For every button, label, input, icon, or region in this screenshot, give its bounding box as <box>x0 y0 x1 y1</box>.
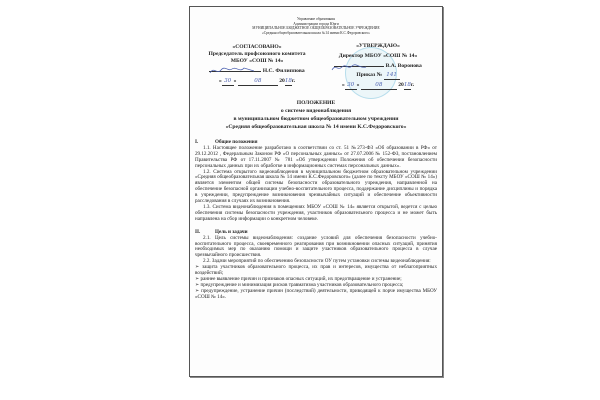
agreed-month: 08 <box>238 78 278 86</box>
approved-position: Директор МБОУ «СОШ № 14» <box>338 53 418 59</box>
section-title: Цель и задачи <box>215 228 248 235</box>
agreed-heading: «СОГЛАСОВАНО» <box>232 44 282 50</box>
bullet-text: предупреждение, устранение причин (последствий) деятельности, приводящей к порче имущества МБОУ «СОШ № 14». <box>195 287 437 300</box>
approved-year-prefix: 20 <box>398 82 404 88</box>
paragraph: 1.3. Система видеонаблюдения в помещениях МБОУ «СОШ № 14» является открытой, ведется с целью обеспечения системы безопасности учреждения, участников образовательного процесса и не может быть направлена на сбор информации о конкретном человеке. <box>195 203 437 222</box>
paragraph: 1.2. Система открытого видеонаблюдения в муниципальном бюджетном образовательном учреждении «Средняя общеобразовательная школа № 14 имени К.С.Федоровского» (далее по тексту МБОУ «СОШ № 14») является элементом общей системы безопасности образовательного учреждения, направленной на обеспечение безопасной организации учебно-воспитательного процесса, поддержание дисциплины и порядка в учреждении, предупреждение возникновения чрезвычайных ситуаций и обеспечение объективности расследования в случаях их возникновения. <box>195 168 437 205</box>
title-main: ПОЛОЖЕНИЕ <box>296 100 336 106</box>
approved-date: « 30 » 08 2018г. <box>341 82 415 88</box>
title-sub: о системе видеонаблюдения <box>280 108 352 114</box>
bullet-text: раннее выявление причин и признаков опасных ситуаций, их предотвращение и устранение; <box>200 275 402 282</box>
bullet-text: предупреждение и минимизация рисков травматизма участников образовательного процесса; <box>200 281 404 288</box>
approved-order <box>318 72 438 80</box>
approved-month: 08 <box>361 82 397 90</box>
title-sub: «Средняя общеобразовательная школа № 14 имени К.С.Федоровского» <box>225 124 407 130</box>
agreed-year: 18 <box>284 78 292 84</box>
order-label: Приказ № <box>356 72 383 78</box>
section-number: I. <box>195 139 199 145</box>
paragraph: 2.2. Задачи мероприятий по обеспечению безопасности ОУ путем установки системы видеонаблюдения: <box>203 258 431 265</box>
agreed-block <box>198 44 316 86</box>
bullet-item: ➢ защита участников образовательного процесса, их прав и интересов, имущества от неблагоприятных воздействий; <box>195 264 437 277</box>
document-title <box>190 99 442 131</box>
signature-voronova <box>330 63 370 73</box>
approved-name: В.А. Воронова <box>385 63 422 69</box>
agreed-year-prefix: 20 <box>279 78 285 84</box>
letterhead-line: МУНИЦИПАЛЬНОЕ БЮДЖЕТНОЕ ОБЩЕОБРАЗОВАТЕЛЬНОЕ УЧРЕЖДЕНИЕ <box>252 26 380 31</box>
bullet-item: ➢ предупреждение, устранение причин (последствий) деятельности, приводящей к порче имущества МБОУ «СОШ № 14». <box>195 287 437 300</box>
section-title: Общие положения <box>215 139 258 145</box>
letterhead-line: Администрации города Юрги <box>293 21 339 26</box>
bullet-text: защита участников образовательного процесса, их прав и интересов, имущества от неблагоприятных воздействий; <box>195 264 437 277</box>
approved-year-suffix: г. <box>410 82 415 88</box>
title-sub: в муниципальном бюджетном общеобразовательном учреждении <box>233 116 399 122</box>
bullet-item: ➢ раннее выявление причин и признаков опасных ситуаций, их предотвращение и устранение; <box>195 275 402 282</box>
letterhead <box>190 17 442 35</box>
approved-day: 30 <box>345 82 357 90</box>
approved-year: 18 <box>403 82 411 88</box>
document-body <box>195 138 437 301</box>
agreed-org: МБОУ «СОШ № 14» <box>230 58 284 64</box>
agreed-date: « 30 » 08 2018г. <box>218 78 296 84</box>
letterhead-line: «Средняя общеобразовательная школа №14 имени К.С.Федоровского» <box>261 30 371 35</box>
agreed-year-suffix: г. <box>291 78 296 84</box>
agreed-name: Н.С. Филиппова <box>262 68 305 74</box>
approved-heading: «УТВЕРЖДАЮ» <box>356 43 400 49</box>
paragraph: 2.1. Цель системы видеонаблюдения: создание условий для обеспечения безопасности учебно-воспитательного процесса, своевременного реагирования при возникновении опасных ситуаций, принятия необходимых мер по оказанию помощи и защите участников образовательного процесса в случае чрезвычайного происшествия. <box>195 234 437 259</box>
paragraph: 1.1. Настоящее положение разработано в соответствии со ст. 51 №273-ФЗ «Об образовании в РФ» от 29.12.2012 , Федеральным Законом РФ «О персональных данных» от 27.07.2006 № 152-ФЗ, постановлением Правительства РФ от 17.11.2007 № 781 «Об утверждении Положения об обеспечении безопасности персональных данных при их обработке в информационных системах персональных данных». <box>195 144 437 169</box>
bullet-item: ➢ предупреждение и минимизация рисков травматизма участников образовательного процесса; <box>195 281 404 288</box>
letterhead-line: Управление образования <box>297 17 335 21</box>
agreed-position: Председатель профсоюзного комитета <box>208 51 306 57</box>
document-page <box>189 6 443 377</box>
signature-filippova <box>208 66 258 76</box>
agreed-day: 30 <box>222 78 234 86</box>
order-number: 141 <box>384 72 400 80</box>
section-number: II. <box>195 228 201 235</box>
